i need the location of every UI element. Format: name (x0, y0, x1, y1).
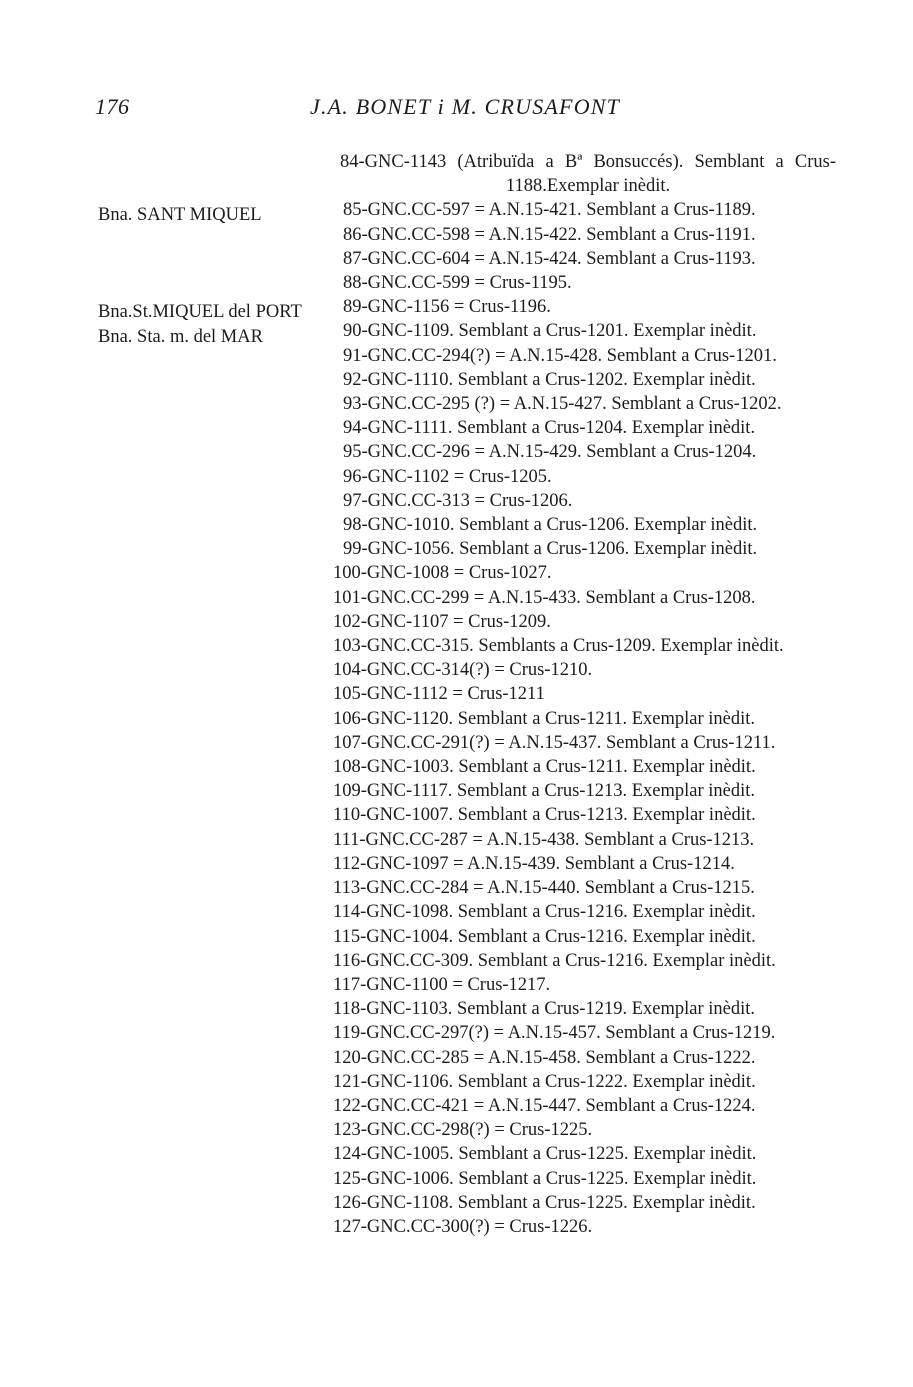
catalogue-entry: 127-GNC.CC-300(?) = Crus-1226. (333, 1216, 593, 1237)
catalogue-entry: 118-GNC-1103. Semblant a Crus-1219. Exemplar inèdit. (333, 999, 756, 1020)
section-label: Bna. SANT MIQUEL (98, 205, 262, 225)
catalogue-entry: 107-GNC.CC-291(?) = A.N.15-437. Semblant a Crus-1211. (333, 732, 776, 753)
catalogue-entry: 116-GNC.CC-309. Semblant a Crus-1216. Exemplar inèdit. (333, 950, 776, 971)
catalogue-entry: 87-GNC.CC-604 = A.N.15-424. Semblant a Crus-1193. (343, 248, 756, 269)
catalogue-entry: 117-GNC-1100 = Crus-1217. (333, 974, 551, 995)
running-title: J.A. BONET i M. CRUSAFONT (310, 94, 621, 119)
catalogue-entry: 102-GNC-1107 = Crus-1209. (333, 611, 551, 632)
catalogue-entry: 103-GNC.CC-315. Semblants a Crus-1209. Exemplar inèdit. (333, 636, 784, 657)
catalogue-entry: 85-GNC.CC-597 = A.N.15-421. Semblant a Crus-1189. (343, 200, 756, 221)
catalogue-entry: 109-GNC-1117. Semblant a Crus-1213. Exemplar inèdit. (333, 781, 756, 802)
catalogue-entry: 84-GNC-1143 (Atribuïda a Bª Bonsuccés). Semblant a Crus-1188.Exemplar inèdit. (340, 152, 836, 197)
catalogue-entry: 93-GNC.CC-295 (?) = A.N.15-427. Semblant a Crus-1202. (343, 394, 782, 415)
catalogue-entry: 100-GNC-1008 = Crus-1027. (333, 563, 552, 584)
catalogue-entry: 123-GNC.CC-298(?) = Crus-1225. (333, 1120, 593, 1141)
catalogue-entry: 122-GNC.CC-421 = A.N.15-447. Semblant a Crus-1224. (333, 1095, 756, 1116)
catalogue-entry: 115-GNC-1004. Semblant a Crus-1216. Exemplar inèdit. (333, 926, 756, 947)
catalogue-entry: 101-GNC.CC-299 = A.N.15-433. Semblant a Crus-1208. (333, 587, 756, 608)
catalogue-entry: 92-GNC-1110. Semblant a Crus-1202. Exemplar inèdit. (343, 369, 756, 390)
catalogue-entry: 119-GNC.CC-297(?) = A.N.15-457. Semblant a Crus-1219. (333, 1023, 776, 1044)
catalogue-entries (333, 150, 843, 1239)
catalogue-entry: 108-GNC-1003. Semblant a Crus-1211. Exemplar inèdit. (333, 757, 756, 778)
catalogue-entry: 125-GNC-1006. Semblant a Crus-1225. Exemplar inèdit. (333, 1168, 757, 1189)
catalogue-entry: 105-GNC-1112 = Crus-1211 (333, 684, 545, 705)
catalogue-entry: 94-GNC-1111. Semblant a Crus-1204. Exemplar inèdit. (343, 418, 756, 439)
catalogue-entry: 98-GNC-1010. Semblant a Crus-1206. Exemplar inèdit. (343, 515, 758, 536)
catalogue-entry: 113-GNC.CC-284 = A.N.15-440. Semblant a Crus-1215. (333, 878, 755, 899)
catalogue-entry: 88-GNC.CC-599 = Crus-1195. (343, 273, 572, 294)
catalogue-entry: 91-GNC.CC-294(?) = A.N.15-428. Semblant a Crus-1201. (343, 345, 777, 366)
catalogue-entry: 89-GNC-1156 = Crus-1196. (343, 297, 551, 318)
catalogue-entry: 95-GNC.CC-296 = A.N.15-429. Semblant a Crus-1204. (343, 442, 757, 463)
catalogue-entry: 111-GNC.CC-287 = A.N.15-438. Semblant a Crus-1213. (333, 829, 755, 850)
catalogue-entry: 99-GNC-1056. Semblant a Crus-1206. Exemplar inèdit. (343, 539, 758, 560)
section-label: Bna.St.MIQUEL del PORT (98, 302, 302, 322)
catalogue-entry: 97-GNC.CC-313 = Crus-1206. (343, 490, 573, 511)
catalogue-entry: 90-GNC-1109. Semblant a Crus-1201. Exemplar inèdit. (343, 321, 757, 342)
catalogue-entry: 114-GNC-1098. Semblant a Crus-1216. Exemplar inèdit. (333, 902, 756, 923)
catalogue-entry: 126-GNC-1108. Semblant a Crus-1225. Exemplar inèdit. (333, 1192, 756, 1213)
catalogue-entry: 104-GNC.CC-314(?) = Crus-1210. (333, 660, 593, 681)
catalogue-entry: 96-GNC-1102 = Crus-1205. (343, 466, 552, 487)
page-number: 176 (95, 94, 130, 119)
catalogue-entry: 106-GNC-1120. Semblant a Crus-1211. Exemplar inèdit. (333, 708, 756, 729)
catalogue-entry: 124-GNC-1005. Semblant a Crus-1225. Exemplar inèdit. (333, 1144, 757, 1165)
catalogue-entry: 110-GNC-1007. Semblant a Crus-1213. Exemplar inèdit. (333, 805, 756, 826)
catalogue-entry: 120-GNC.CC-285 = A.N.15-458. Semblant a Crus-1222. (333, 1047, 756, 1068)
catalogue-entry: 121-GNC-1106. Semblant a Crus-1222. Exemplar inèdit. (333, 1071, 756, 1092)
catalogue-entry: 112-GNC-1097 = A.N.15-439. Semblant a Crus-1214. (333, 853, 735, 874)
catalogue-entry: 86-GNC.CC-598 = A.N.15-422. Semblant a Crus-1191. (343, 224, 756, 245)
section-label: Bna. Sta. m. del MAR (98, 327, 263, 347)
